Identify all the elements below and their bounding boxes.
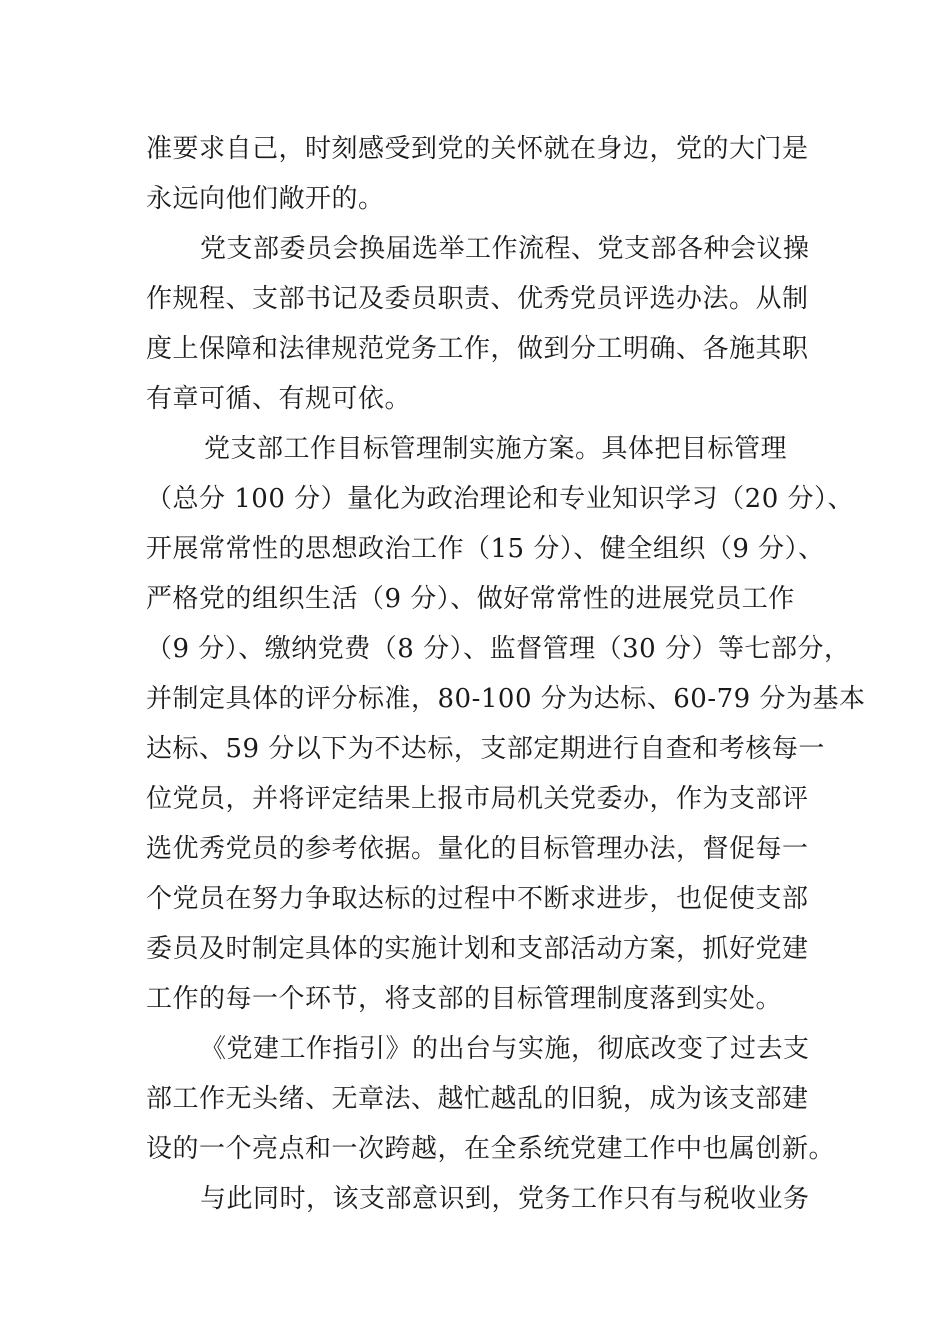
paragraph-line: 个党员在努力争取达标的过程中不断求进步，也促使支部 [146,884,809,914]
paragraph-3 [146,424,866,1024]
paragraph-line: （9 分）、缴纳党费（8 分）、监督管理（30 分）等七部分， [146,634,851,664]
paragraph-line: 与此同时，该支部意识到，党务工作只有与税收业务 [200,1184,810,1214]
paragraph-1 [146,124,846,224]
paragraph-line: 位党员，并将评定结果上报市局机关党委办，作为支部评 [146,784,809,814]
paragraph-line: 度上保障和法律规范党务工作，做到分工明确、各施其职 [146,334,809,364]
paragraph-line: 党支部委员会换届选举工作流程、党支部各种会议操 [200,234,810,264]
paragraph-line: 部工作无头绪、无章法、越忙越乱的旧貌，成为该支部建 [146,1084,809,1114]
paragraph-line: 永远向他们敞开的。 [146,184,385,214]
document-body [146,124,866,1224]
paragraph-line: 严格党的组织生活（9 分）、做好常常性的进展党员工作 [146,584,795,614]
paragraph-4 [146,1024,846,1174]
paragraph-line: 党支部工作目标管理制实施方案。具体把目标管理 [204,434,788,464]
paragraph-line: 准要求自己，时刻感受到党的关怀就在身边，党的大门是 [146,134,809,164]
paragraph-line: 选优秀党员的参考依据。量化的目标管理办法，督促每一 [146,834,809,864]
paragraph-line: （总分 100 分）量化为政治理论和专业知识学习（20 分）、 [146,484,855,514]
paragraph-line: 并制定具体的评分标准，80-100 分为达标、60-79 分为基本 [146,684,866,714]
paragraph-line: 委员及时制定具体的实施计划和支部活动方案，抓好党建 [146,934,809,964]
paragraph-line: 达标、59 分以下为不达标，支部定期进行自查和考核每一 [146,734,825,764]
paragraph-line: 《党建工作指引》的出台与实施，彻底改变了过去支 [200,1034,810,1064]
paragraph-2 [146,224,846,424]
paragraph-line: 开展常常性的思想政治工作（15 分）、健全组织（9 分）、 [146,534,825,564]
paragraph-line: 作规程、支部书记及委员职责、优秀党员评选办法。从制 [146,284,809,314]
paragraph-5 [146,1174,846,1224]
paragraph-line: 设的一个亮点和一次跨越，在全系统党建工作中也属创新。 [146,1134,836,1164]
paragraph-line: 工作的每一个环节，将支部的目标管理制度落到实处。 [146,984,783,1014]
paragraph-line: 有章可循、有规可依。 [146,384,412,414]
